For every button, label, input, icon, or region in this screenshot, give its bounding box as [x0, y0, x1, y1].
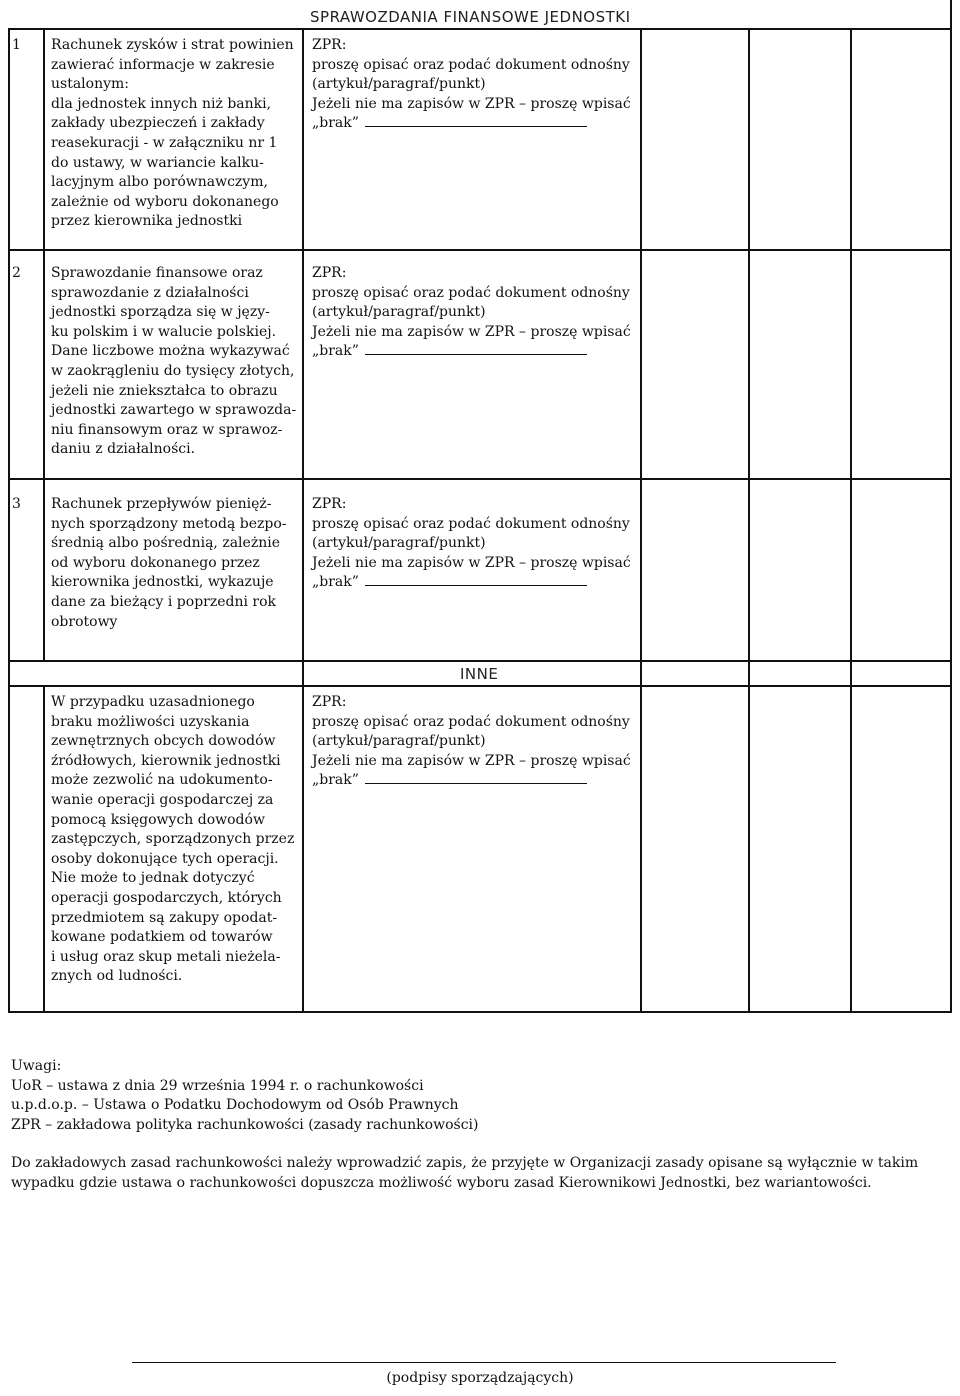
brak-label: „brak”: [312, 772, 359, 789]
answer-fill-line[interactable]: [365, 354, 587, 355]
table-border-left: [8, 28, 10, 1012]
answer-fill-line[interactable]: [365, 585, 587, 586]
note-uor: UoR – ustawa z dnia 29 września 1994 r. o rachunkowości: [11, 1077, 424, 1094]
requirement-text: Rachunek zysków i strat powinien zawierać informacje w zakresie ustalonym: dla jednostek innych niż banki, zakłady ubezpieczeń i zakłady reasekuracji - w załączniku nr 1 do ustawy, w wariancie kalku- lacyjnym albo porównawczym, zależnie od wyboru dokonanego przez kierownika jednostki: [51, 37, 294, 230]
brak-label: „brak”: [312, 574, 359, 591]
row-number: 2: [12, 265, 21, 281]
zpr-empty-note: Jeżeli nie ma zapisów w ZPR – proszę wpisać: [312, 323, 631, 340]
notes-title: Uwagi:: [11, 1058, 62, 1074]
zpr-empty-note: Jeżeli nie ma zapisów w ZPR – proszę wpisać: [312, 95, 631, 112]
zpr-instruction: proszę opisać oraz podać dokument odnośny: [312, 284, 630, 301]
row-separator-3: [8, 660, 952, 662]
requirement-text: Sprawozdanie finansowe oraz sprawozdanie z działalności jednostki sporządza się w języ- ku polskim i w walucie polskiej. Dane liczbowe można wykazywać w zaokrągleniu do tysięcy złotych, jeżeli nie zniekształca to obrazu jednostki zawartego w sprawozda- niu finansowym oraz w sprawoz- daniu z działalności.: [51, 265, 297, 458]
zpr-answer-block: [312, 36, 642, 134]
table-divider-number: [43, 28, 45, 662]
table-border-top: [8, 28, 952, 30]
requirement-text: Rachunek przepływów pienięż- nych sporządzony metodą bezpo- średnią albo pośrednią, zależnie od wyboru dokonanego przez kierownika jednostki, wykazuje dane za bieżący i poprzedni rok obrotowy: [51, 496, 287, 630]
row-number: 1: [12, 37, 21, 53]
table-divider-col4: [748, 28, 750, 1012]
note-zpr: ZPR – zakładowa polityka rachunkowości (zasady rachunkowości): [11, 1116, 479, 1133]
zpr-reference: (artykuł/paragraf/punkt): [312, 733, 486, 750]
note-updop: u.p.d.o.p. – Ustawa o Podatku Dochodowym od Osób Prawnych: [11, 1097, 459, 1114]
zpr-answer-block: [312, 264, 642, 362]
zpr-reference: (artykuł/paragraf/punkt): [312, 76, 486, 93]
zpr-answer-block: [312, 495, 642, 593]
section-header-other: INNE: [460, 665, 499, 683]
zpr-label: ZPR:: [312, 496, 347, 512]
row-separator-1: [8, 249, 952, 251]
table-border-bottom: [8, 1011, 952, 1013]
zpr-label: ZPR:: [312, 265, 347, 281]
table-divider-col5: [850, 28, 852, 1012]
brak-label: „brak”: [312, 343, 359, 360]
signature-label: (podpisy sporządzających): [386, 1370, 574, 1386]
signature-line[interactable]: [132, 1362, 836, 1363]
notes-section: [11, 1057, 941, 1194]
brak-label: „brak”: [312, 115, 359, 132]
zpr-answer-block: [312, 693, 642, 791]
zpr-reference: (artykuł/paragraf/punkt): [312, 304, 486, 321]
zpr-label: ZPR:: [312, 694, 347, 710]
section-header-financial: SPRAWOZDANIA FINANSOWE JEDNOSTKI: [310, 8, 631, 26]
answer-fill-line[interactable]: [365, 783, 587, 784]
zpr-empty-note: Jeżeli nie ma zapisów w ZPR – proszę wpisać: [312, 752, 631, 769]
row-number: 3: [12, 496, 21, 512]
zpr-label: ZPR:: [312, 37, 347, 53]
zpr-empty-note: Jeżeli nie ma zapisów w ZPR – proszę wpisać: [312, 554, 631, 571]
requirement-text: W przypadku uzasadnionego braku możliwości uzyskania zewnętrznych obcych dowodów źródłowych, kierownik jednostki może zezwolić na udokumento- wanie operacji gospodarczej za pomocą księgowych dowodów zastępczych, sporządzonych przez osoby dokonujące tych operacji. Nie może to jednak dotyczyć operacji gospodarczych, których przedmiotem są zakupy opodat- kowane podatkiem od towarów i usług oraz skup metali nieżela- znych od ludności.: [51, 694, 295, 985]
table-border-right: [950, 0, 952, 1012]
answer-fill-line[interactable]: [365, 126, 587, 127]
zpr-instruction: proszę opisać oraz podać dokument odnośny: [312, 713, 630, 730]
table-divider-number-other: [43, 685, 45, 1012]
row-separator-other-header: [8, 685, 952, 687]
row-separator-2: [8, 478, 952, 480]
zpr-reference: (artykuł/paragraf/punkt): [312, 535, 486, 552]
zpr-instruction: proszę opisać oraz podać dokument odnośny: [312, 56, 630, 73]
table-divider-requirement: [302, 28, 304, 1012]
notes-paragraph: Do zakładowych zasad rachunkowości należy wprowadzić zapis, że przyjęte w Organizacji zasady opisane są wyłącznie w takim wypadku gdzie ustawa o rachunkowości dopuszcza możliwość wyboru zasad Kierownikowi Jednostki, bez wariantowości.: [11, 1155, 919, 1191]
zpr-instruction: proszę opisać oraz podać dokument odnośny: [312, 515, 630, 532]
